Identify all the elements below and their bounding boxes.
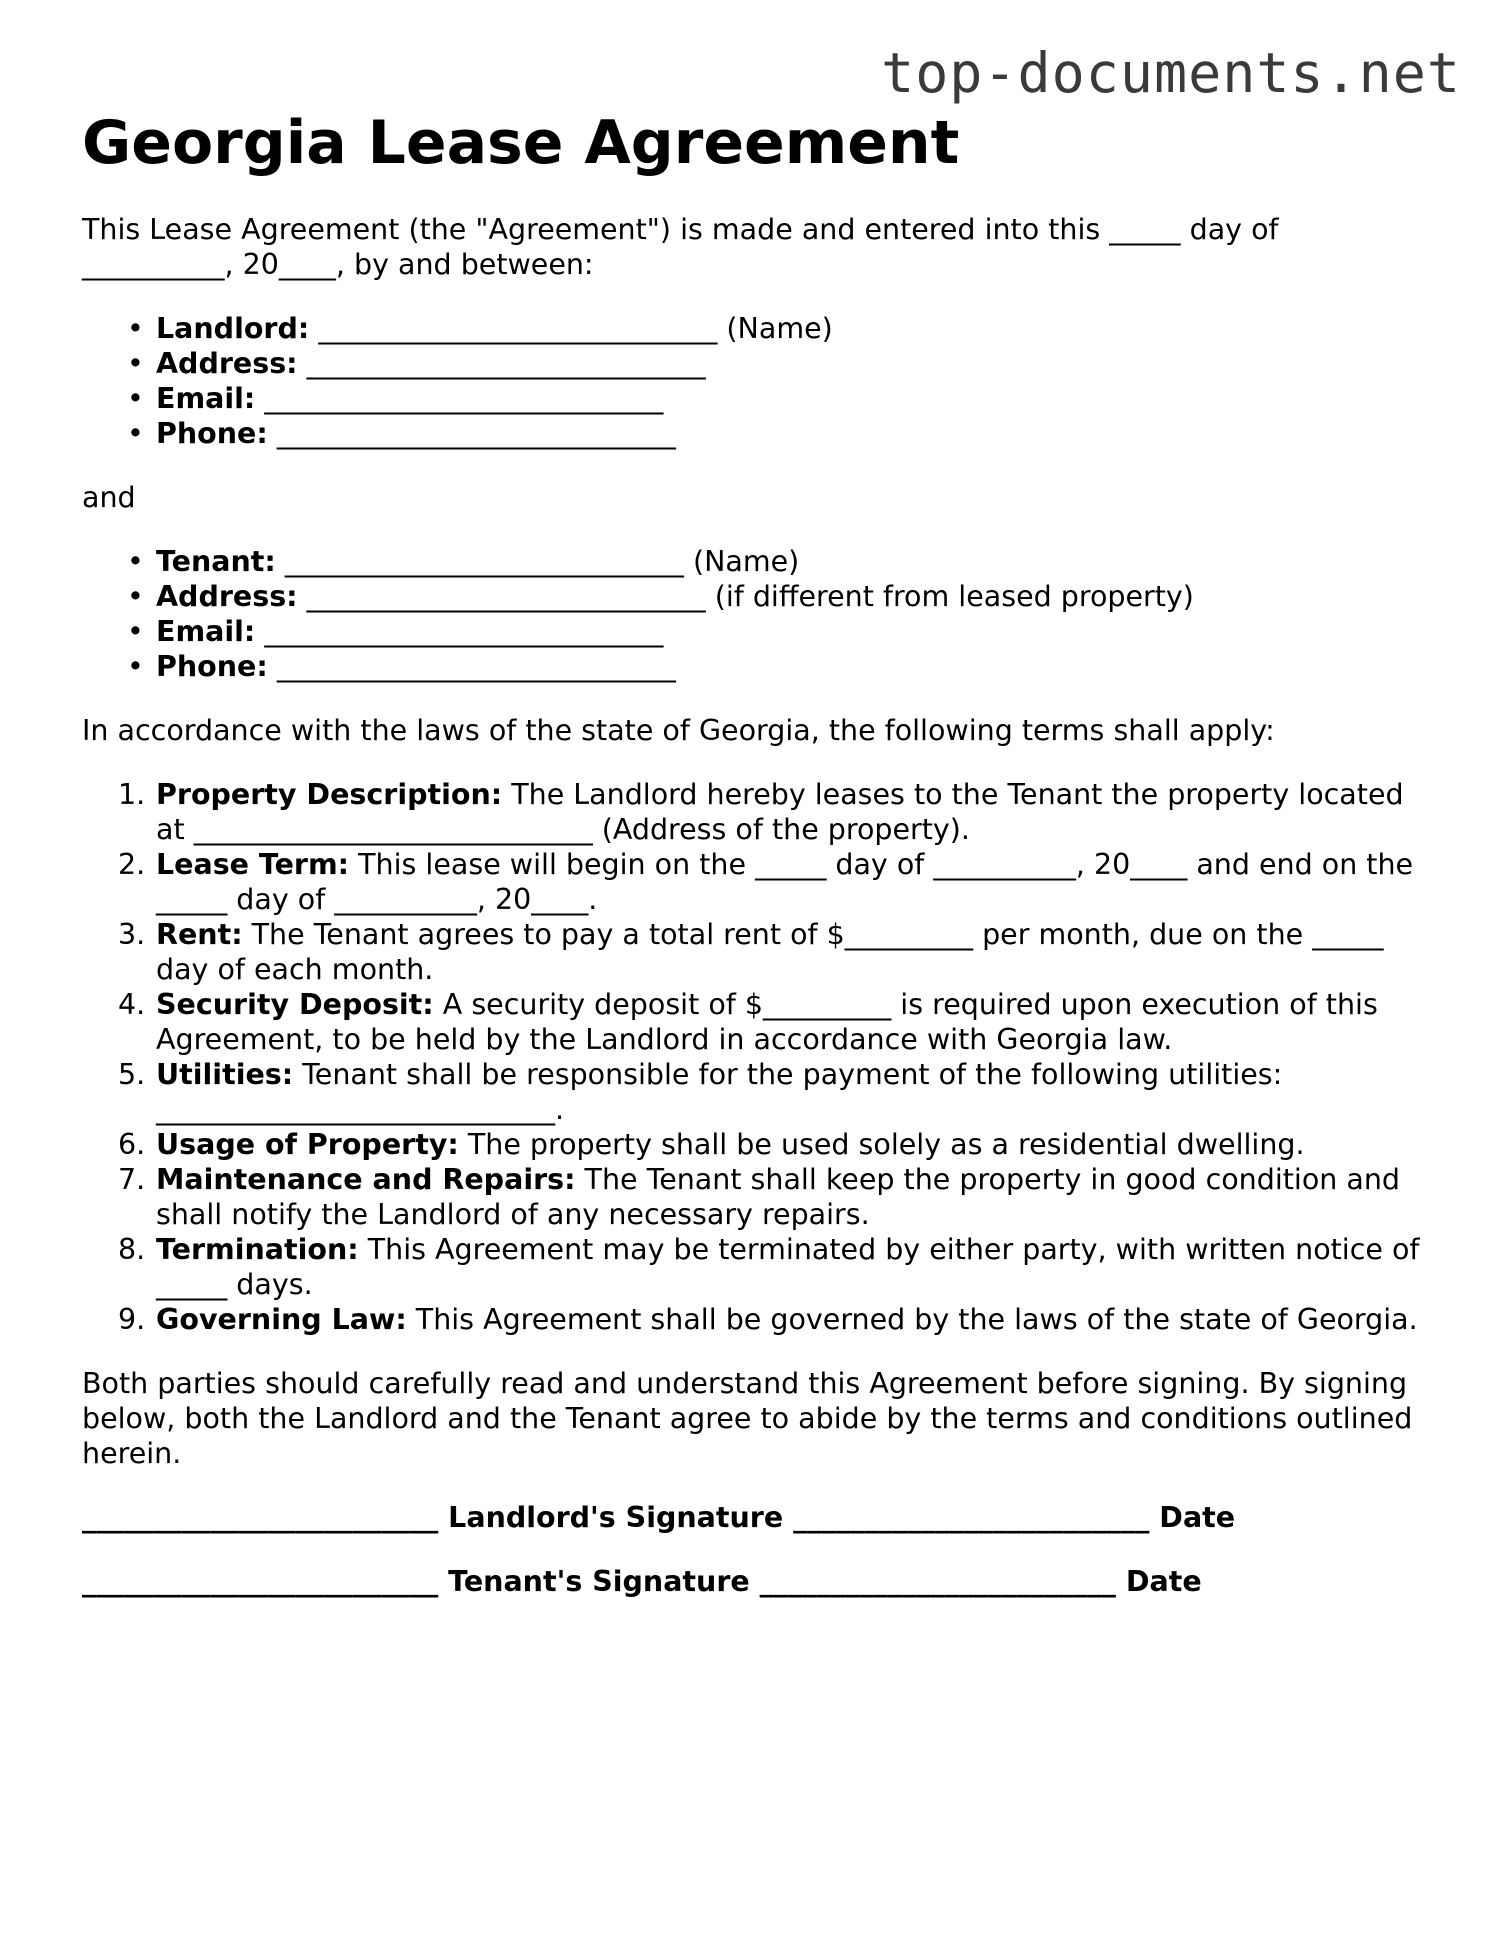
field-value: ____________________________ (if different from leased property) [297,580,1194,613]
list-item-landlord-email [156,381,1422,416]
term-usage-of-property [118,1127,1422,1162]
term-text: The Tenant agrees to pay a total rent of $_________ per month, due on the _____ day of each month. [156,918,1384,986]
field-value: ____________________________ (Name) [309,312,833,345]
field-label: Landlord: [156,312,310,345]
intro-paragraph: This Lease Agreement (the "Agreement") is made and entered into this _____ day of __________, 20____, by and between: [82,213,1279,281]
accordance-paragraph: In accordance with the laws of the state of Georgia, the following terms shall apply: [82,714,1275,747]
list-item-tenant-name [156,544,1422,579]
term-number: 9. [118,1303,146,1336]
term-number: 7. [118,1163,146,1196]
term-number: 6. [118,1128,146,1161]
term-security-deposit [118,987,1422,1057]
term-text: This Agreement shall be governed by the laws of the state of Georgia. [406,1303,1418,1336]
term-text: A security deposit of $_________ is required upon execution of this Agreement, to be held by the Landlord in accordance with Georgia law. [156,988,1378,1056]
field-value: ____________________________ [267,650,676,683]
term-text: This lease will begin on the _____ day of __________, 20____ and end on the _____ day of __________, 20____. [156,848,1414,916]
term-label: Governing Law: [156,1303,407,1336]
landlord-details-list [82,311,1422,451]
term-text: The Landlord hereby leases to the Tenant the property located at ____________________________ (Address of the property). [156,778,1404,846]
term-maintenance-and-repairs [118,1162,1422,1232]
term-property-description [118,777,1422,847]
field-value: ____________________________ (Name) [275,545,800,578]
term-label: Security Deposit: [156,988,434,1021]
term-label: Rent: [156,918,243,951]
tenant-details-list [82,544,1422,684]
list-item-landlord-name [156,311,1422,346]
list-item-tenant-phone [156,649,1422,684]
term-label: Termination: [156,1233,359,1266]
term-label: Utilities: [156,1058,294,1091]
term-label: Property Description: [156,778,503,811]
closing-paragraph: Both parties should carefully read and understand this Agreement before signing. By signing below, both the Landlord and the Tenant agree to abide by the terms and conditions outlined herein. [82,1367,1413,1470]
term-label: Usage of Property: [156,1128,459,1161]
field-value: ____________________________ [297,347,706,380]
term-text: This Agreement may be terminated by either party, with written notice of _____ days. [156,1233,1420,1301]
list-item-landlord-phone [156,416,1422,451]
term-label: Maintenance and Repairs: [156,1163,576,1196]
field-value: ____________________________ [267,417,676,450]
term-utilities [118,1057,1422,1127]
term-text: The Tenant shall keep the property in good condition and shall notify the Landlord of any necessary repairs. [156,1163,1401,1231]
term-rent [118,917,1422,987]
terms-list [82,777,1422,1337]
term-number: 4. [118,988,146,1021]
landlord-signature-line: _________________________ Landlord's Signature _________________________ Date [82,1501,1236,1534]
term-number: 8. [118,1233,146,1266]
field-label: Tenant: [156,545,276,578]
field-label: Address: [156,580,298,613]
watermark-text: top-documents.net [881,41,1461,105]
field-label: Email: [156,382,256,415]
term-lease-term [118,847,1422,917]
document-page [82,108,1422,1628]
field-value: ____________________________ [255,382,664,415]
list-item-tenant-email [156,614,1422,649]
document-title: Georgia Lease Agreement [82,108,960,178]
term-termination [118,1232,1422,1302]
term-text: Tenant shall be responsible for the payment of the following utilities: ____________________________. [156,1058,1283,1126]
field-label: Phone: [156,650,268,683]
term-governing-law [118,1302,1422,1337]
field-label: Address: [156,347,298,380]
and-text: and [82,481,136,514]
field-value: ____________________________ [255,615,664,648]
term-number: 5. [118,1058,146,1091]
list-item-tenant-address [156,579,1422,614]
list-item-landlord-address [156,346,1422,381]
field-label: Email: [156,615,256,648]
term-text: The property shall be used solely as a residential dwelling. [458,1128,1305,1161]
term-label: Lease Term: [156,848,350,881]
term-number: 2. [118,848,146,881]
term-number: 3. [118,918,146,951]
field-label: Phone: [156,417,268,450]
term-number: 1. [118,778,146,811]
tenant-signature-line: _________________________ Tenant's Signature _________________________ Date [82,1565,1202,1598]
